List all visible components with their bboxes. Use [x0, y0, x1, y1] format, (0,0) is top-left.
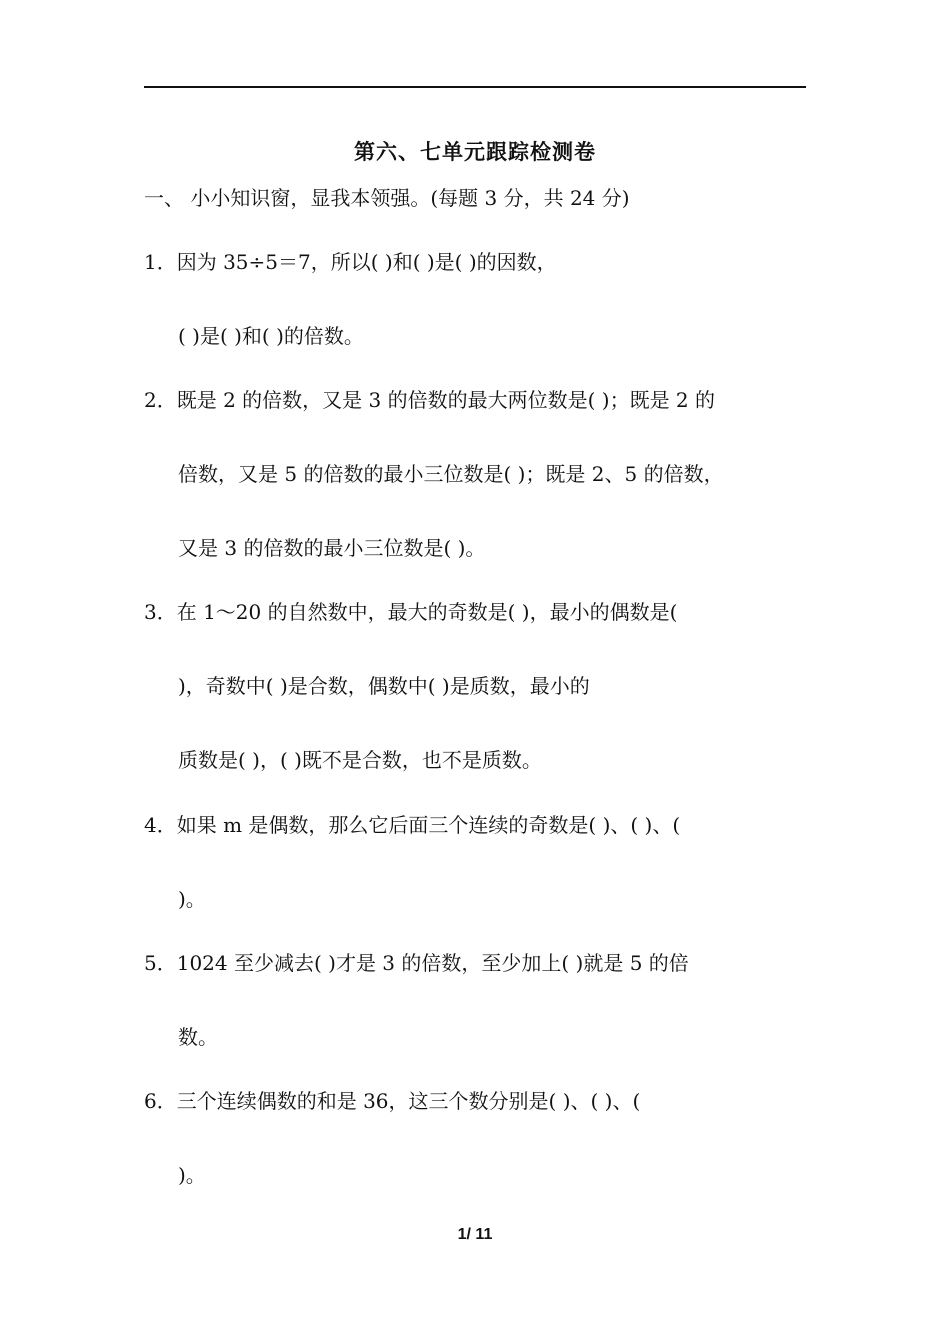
header-rule [144, 86, 806, 88]
question-4-line-1: 4．如果 m 是偶数，那么它后面三个连续的奇数是( )、( )、( [144, 813, 681, 837]
question-1-line-2: ( )是( )和( )的倍数。 [178, 324, 364, 348]
question-1-line-1: 1．因为 35÷5＝7，所以( )和( )是( )的因数， [144, 250, 557, 274]
question-6-line-2: )。 [178, 1163, 206, 1187]
question-5-line-2: 数。 [178, 1025, 218, 1049]
page-number: 1/ 11 [457, 1226, 493, 1243]
question-3-line-1: 3．在 1～20 的自然数中，最大的奇数是( )，最小的偶数是( [144, 600, 678, 624]
page-title: 第六、七单元跟踪检测卷 [354, 140, 596, 164]
question-4-line-2: )。 [178, 887, 206, 911]
question-3-line-2: )，奇数中( )是合数，偶数中( )是质数，最小的 [178, 674, 590, 698]
section-heading: 一、 小小知识窗，显我本领强。(每题 3 分，共 24 分) [144, 186, 630, 210]
question-5-line-1: 5．1024 至少减去( )才是 3 的倍数，至少加上( )就是 5 的倍 [144, 951, 689, 975]
question-6-line-1: 6．三个连续偶数的和是 36，这三个数分别是( )、( )、( [144, 1089, 641, 1113]
question-2-line-2: 倍数，又是 5 的倍数的最小三位数是( )；既是 2、5 的倍数， [178, 462, 724, 486]
question-3-line-3: 质数是( )，( )既不是合数，也不是质数。 [178, 748, 542, 772]
question-2-line-1: 2．既是 2 的倍数，又是 3 的倍数的最大两位数是( )；既是 2 的 [144, 388, 716, 412]
question-2-line-3: 又是 3 的倍数的最小三位数是( )。 [178, 536, 486, 560]
